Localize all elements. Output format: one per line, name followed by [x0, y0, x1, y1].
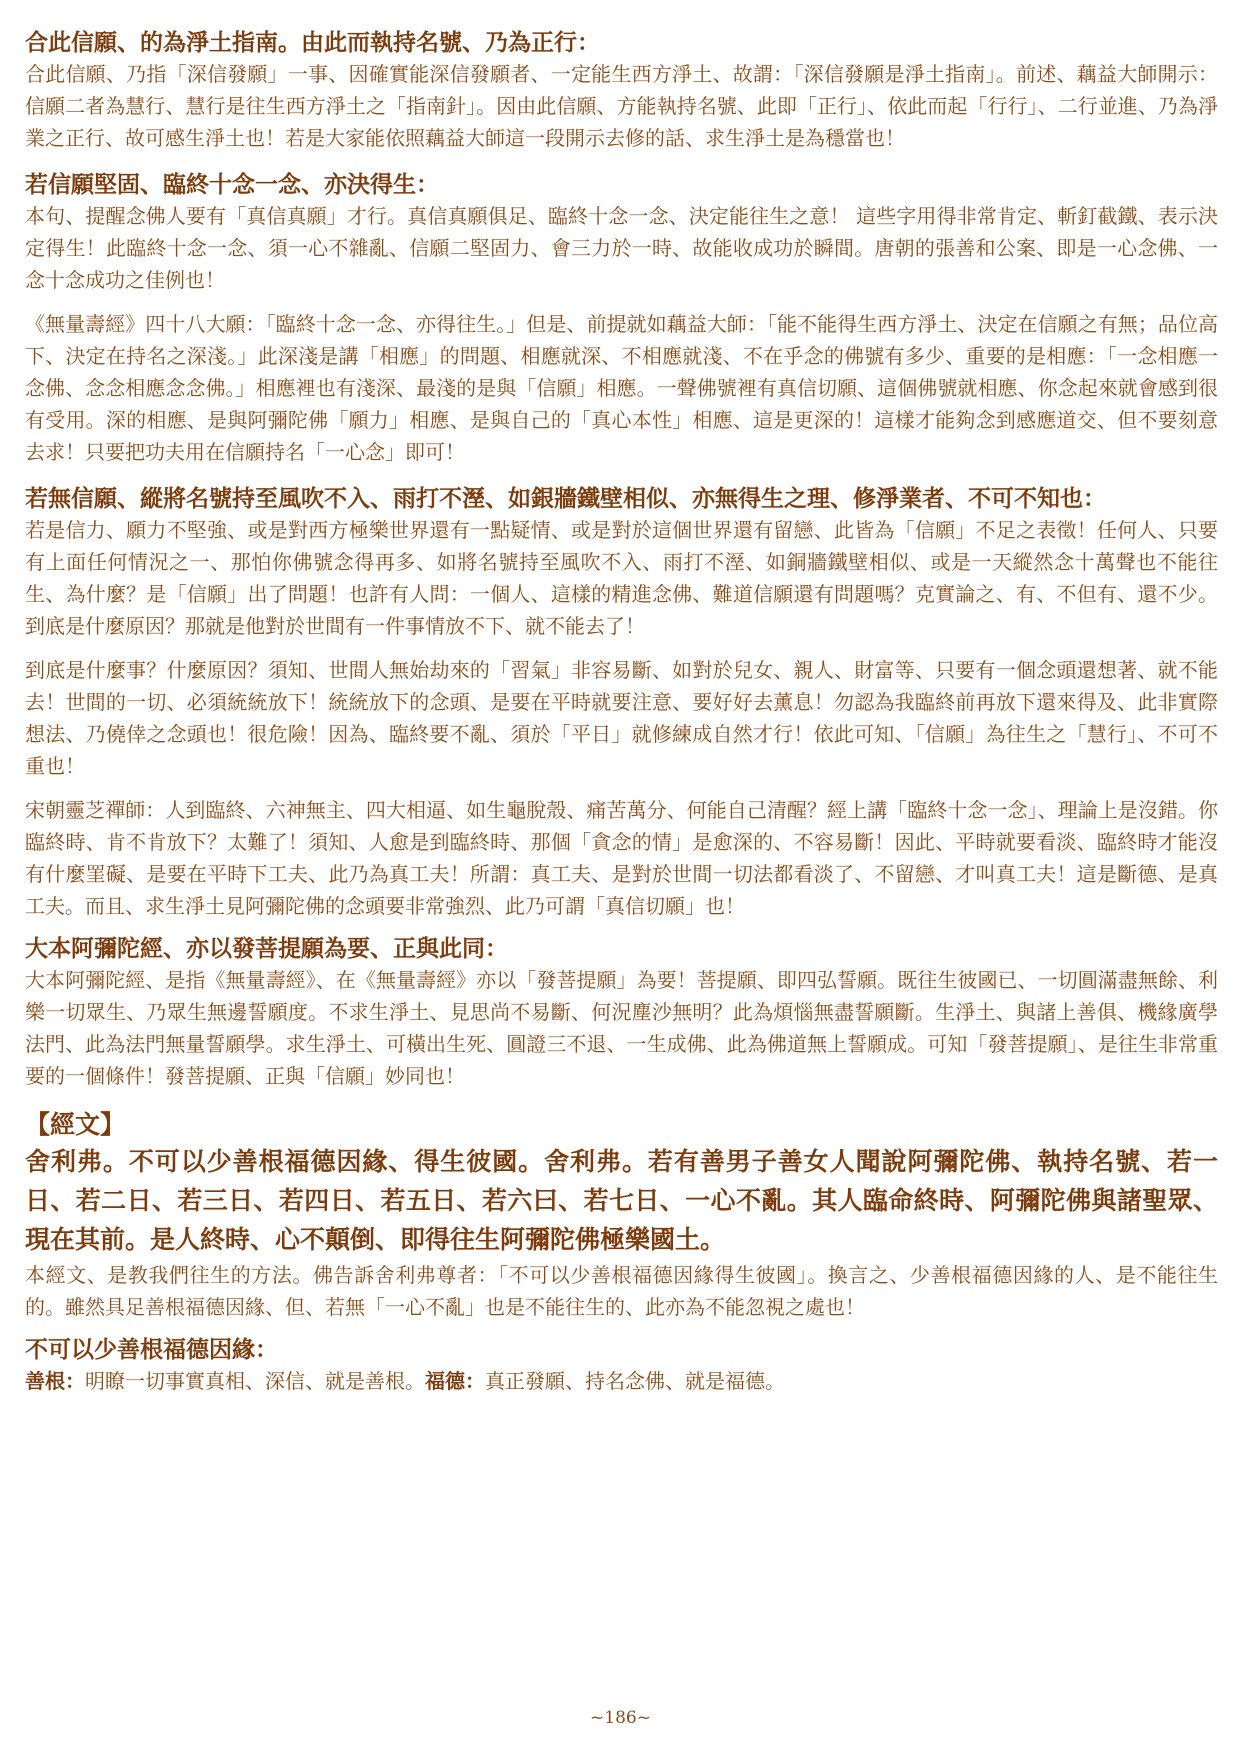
paragraph: 大本阿彌陀經、是指《無量壽經》、在《無量壽經》亦以「發菩提願」為要！菩提願、即四弘誓願。既往生彼國已、一切圓滿盡無餘、利樂一切眾生、乃眾生無邊誓願度。不求生淨土、見思尚不易斷、何況塵沙無明？此為煩惱無盡誓願斷。生淨土、與諸上善俱、機緣廣學法門、此為法門無量誓願學。求生淨土、可橫出生死、圓證三不退、一生成佛、此為佛道無上誓願成。可知「發菩提願」、是往生非常重要的一個條件！發菩提願、正與「信願」妙同也！	[25, 968, 1218, 1088]
sutra-title: 【經文】	[25, 1110, 126, 1139]
section-heading: 大本阿彌陀經、亦以發菩提願為要、正與此同：	[25, 936, 508, 962]
definition-line	[25, 1365, 1218, 1397]
paragraph: 本句、提醒念佛人要有「真信真願」才行。真信真願俱足、臨終十念一念、決定能往生之意！ 這些字用得非常肯定、斬釘截鐵、表示決定得生！此臨終十念一念、須一心不雜亂、信願二堅固力、會三力於一時、故能收成功於瞬間。唐朝的張善和公案、即是一心念佛、一念十念成功之佳例也！	[25, 204, 1218, 292]
paragraph: 合此信願、乃指「深信發願」一事、因確實能深信發願者、一定能生西方淨土、故謂：「深信發願是淨土指南」。前述、藕益大師開示：信願二者為慧行、慧行是往生西方淨土之「指南針」。因由此信願、方能執持名號、此即「正行」、依此而起「行行」、二行並進、乃為淨業之正行、故可感生淨土也！若是大家能依照藕益大師這一段開示去修的話、求生淨土是為穩當也！	[25, 62, 1218, 150]
document-body	[25, 28, 1218, 1397]
definition-term: 善根：	[25, 1369, 85, 1393]
sutra-text: 舍利弗。不可以少善根福德因緣、得生彼國。舍利弗。若有善男子善女人聞說阿彌陀佛、執持名號、若一日、若二日、若三日、若四日、若五日、若六曰、若七日、一心不亂。其人臨命終時、阿彌陀佛與諸聖眾、現在其前。是人終時、心不顛倒、即得往生阿彌陀佛極樂國土。	[25, 1147, 1218, 1254]
section-heading: 合此信願、的為淨土指南。由此而執持名號、乃為正行：	[25, 30, 600, 56]
section-heading: 若信願堅固、臨終十念一念、亦決得生：	[25, 172, 439, 198]
paragraph: 若是信力、願力不堅強、或是對西方極樂世界還有一點疑情、或是對於這個世界還有留戀、此皆為「信願」不足之表徵！任何人、只要有上面任何情況之一、那怕你佛號念得再多、如將名號持至風吹不入、雨打不溼、如銅牆鐵壁相似、或是一天縱然念十萬聲也不能往生、為什麼？是「信願」出了問題！也許有人問：一個人、這樣的精進念佛、難道信願還有問題嗎？克實論之、有、不但有、還不少。到底是什麼原因？那就是他對於世間有一件事情放不下、就不能去了！	[25, 518, 1218, 638]
section-heading: 若無信願、縱將名號持至風吹不入、雨打不溼、如銀牆鐵壁相似、亦無得生之理、修淨業者、不可不知也：	[25, 486, 1106, 512]
definition-term: 福德：	[425, 1369, 485, 1393]
sutra-explanation: 本經文、是教我們往生的方法。佛告訴舍利弗尊者：「不可以少善根福德因緣得生彼國」。換言之、少善根福德因緣的人、是不能往生的。雖然具足善根福德因緣、但、若無「一心不亂」也是不能往生的、此亦為不能忽視之處也！	[25, 1263, 1218, 1319]
definition-text: 明瞭一切事實真相、深信、就是善根。	[85, 1369, 425, 1393]
paragraph: 《無量壽經》四十八大願：「臨終十念一念、亦得往生。」但是、前提就如藕益大師：「能不能得生西方淨土、決定在信願之有無；品位高下、決定在持名之深淺。」此深淺是講「相應」的問題、相應就深、不相應就淺、不在乎念的佛號有多少、重要的是相應：「一念相應一念佛、念念相應念念佛。」相應裡也有淺深、最淺的是與「信願」相應。一聲佛號裡有真信切願、這個佛號就相應、你念起來就會感到很有受用。深的相應、是與阿彌陀佛「願力」相應、是與自己的「真心本性」相應、這是更深的！這樣才能夠念到感應道交、但不要刻意去求！只要把功夫用在信願持名「一心念」即可！	[25, 312, 1218, 464]
paragraph: 宋朝靈芝禪師：人到臨終、六神無主、四大相逼、如生龜脫殼、痛苦萬分、何能自己清醒？經上講「臨終十念一念」、理論上是沒錯。你臨終時、肯不肯放下？太難了！須知、人愈是到臨終時、那個「貪念的情」是愈深的、不容易斷！因此、平時就要看淡、臨終時才能沒有什麼罣礙、是要在平時下工夫、此乃為真工夫！所謂：真工夫、是對於世間一切法都看淡了、不留戀、才叫真工夫！這是斷德、是真工夫。而且、求生淨土見阿彌陀佛的念頭要非常強烈、此乃可謂「真信切願」也！	[25, 798, 1218, 918]
section-heading: 不可以少善根福德因緣：	[25, 1337, 278, 1363]
paragraph: 到底是什麼事？什麼原因？須知、世間人無始劫來的「習氣」非容易斷、如對於兒女、親人、財富等、只要有一個念頭還想著、就不能去！世間的一切、必須統統放下！統統放下的念頭、是要在平時就要注意、要好好去薰息！勿認為我臨終前再放下還來得及、此非實際想法、乃僥倖之念頭也！很危險！因為、臨終要不亂、須於「平日」就修練成自然才行！依此可知、「信願」為往生之「慧行」、不可不重也！	[25, 658, 1218, 778]
definition-text: 真正發願、持名念佛、就是福德。	[485, 1369, 785, 1393]
page-number: ~186~	[590, 1708, 651, 1728]
